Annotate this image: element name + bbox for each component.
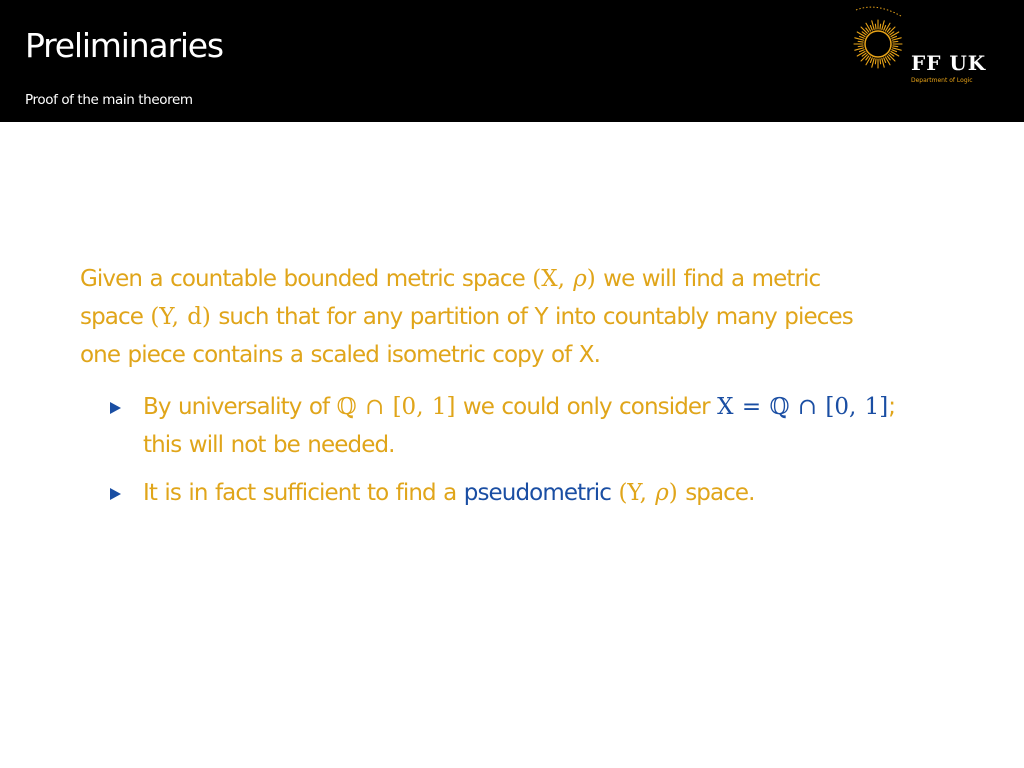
bullet-arrow-icon <box>110 402 121 414</box>
math-rho: ρ <box>573 266 587 292</box>
slide-header <box>0 0 1024 122</box>
bullet-list <box>80 388 960 512</box>
bullet-1-text-3: ; <box>888 394 896 420</box>
bullet-item-universality <box>80 388 960 464</box>
intro-text-4: such that for any partition of Y into countably many pieces <box>210 304 853 330</box>
math-x-rho-open: (X, <box>532 266 574 292</box>
slide-title: Preliminaries <box>25 26 223 65</box>
logo-department: Department of Logic <box>911 77 973 84</box>
intro-text-5: one piece contains a scaled isometric copy of X. <box>80 342 601 368</box>
slide-content <box>80 260 960 522</box>
math-q-cap-interval: ℚ ∩ [0, 1] <box>336 394 456 420</box>
math-y-d: (Y, d) <box>150 304 211 330</box>
bullet-arrow-icon <box>110 488 121 500</box>
math-x-rho-close: ) <box>586 266 596 292</box>
intro-paragraph <box>80 260 960 374</box>
math-q-cap-interval-2: ℚ ∩ [0, 1] <box>769 394 889 420</box>
intro-text-2: we will find a metric <box>595 266 821 292</box>
bullet-1-text-2: we could only consider <box>455 394 718 420</box>
bullet-1-text-1: By universality of <box>143 394 337 420</box>
logo-text: FF UK <box>911 51 987 75</box>
bullet-item-pseudometric <box>80 474 960 512</box>
math-y-rho-close: ) <box>668 480 678 506</box>
math-y-rho-open: (Y, <box>618 480 656 506</box>
math-rho-2: ρ <box>655 480 669 506</box>
math-x-equals: X = <box>717 394 770 420</box>
slide-subtitle: Proof of the main theorem <box>25 92 193 108</box>
bullet-1-text-4: this will not be needed. <box>143 432 395 458</box>
bullet-2-text-1: It is in fact sufficient to find a <box>143 480 464 506</box>
faculty-logo <box>846 4 1006 100</box>
intro-text-3: space <box>80 304 151 330</box>
math-x-rho <box>532 266 596 292</box>
intro-text-1: Given a countable bounded metric space <box>80 266 533 292</box>
pseudometric-term: pseudometric <box>463 480 612 506</box>
bullet-2-text-3: space. <box>677 480 755 506</box>
